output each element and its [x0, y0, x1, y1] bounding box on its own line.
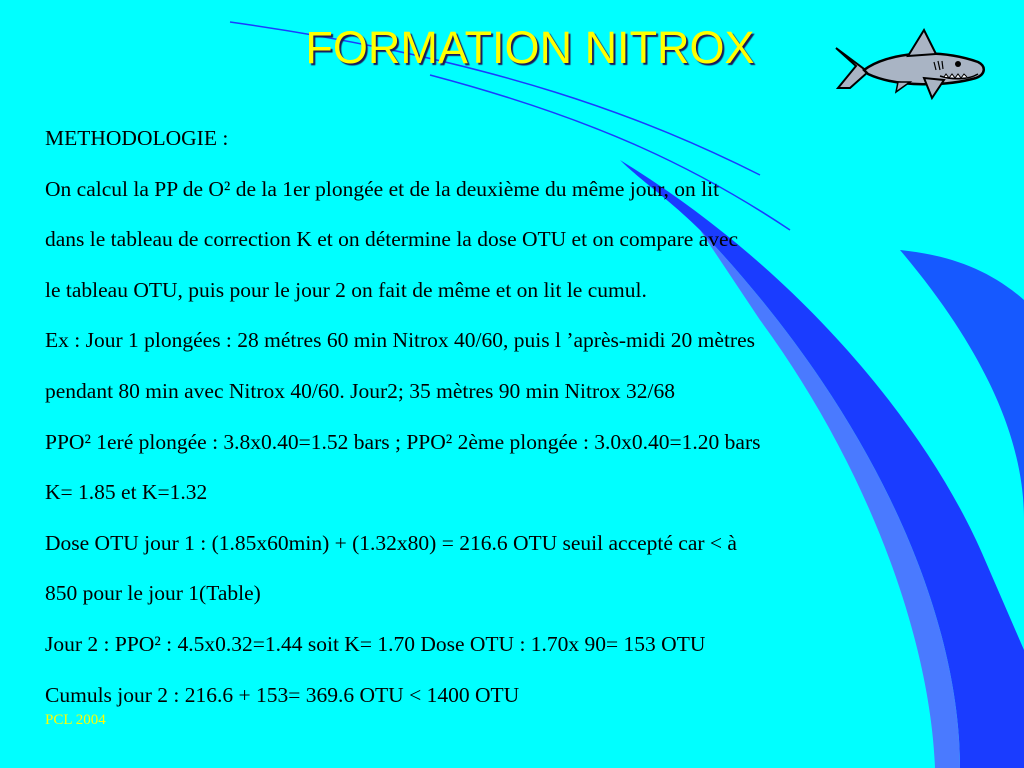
slide-title: FORMATION NITROX [305, 22, 755, 73]
body-line: Cumuls jour 2 : 216.6 + 153= 369.6 OTU < 1400 OTU [45, 682, 520, 707]
body-line: Jour 2 : PPO² : 4.5x0.32=1.44 soit K= 1.70 Dose OTU : 1.70x 90= 153 OTU [45, 631, 706, 656]
body-line: le tableau OTU, puis pour le jour 2 on fait de même et on lit le cumul. [45, 277, 647, 302]
slide-body [45, 118, 1015, 725]
body-line: pendant 80 min avec Nitrox 40/60. Jour2; 35 mètres 90 min Nitrox 32/68 [45, 378, 675, 403]
body-line: Dose OTU jour 1 : (1.85x60min) + (1.32x80) = 216.6 OTU seuil accepté car < à [45, 530, 737, 555]
body-line: On calcul la PP de O² de la 1er plongée et de la deuxième du même jour, on lit [45, 176, 720, 201]
body-line: PPO² 1eré plongée : 3.8x0.40=1.52 bars ; PPO² 2ème plongée : 3.0x0.40=1.20 bars [45, 429, 761, 454]
body-line: METHODOLOGIE : [45, 126, 229, 150]
shark-icon [828, 26, 988, 110]
body-line: Ex : Jour 1 plongées : 28 métres 60 min Nitrox 40/60, puis l ’après-midi 20 mètres [45, 328, 755, 353]
body-line: dans le tableau de correction K et on détermine la dose OTU et on compare avec [45, 227, 739, 252]
footer-credit: PCL 2004 [45, 712, 106, 728]
body-line: K= 1.85 et K=1.32 [45, 480, 208, 505]
body-line: 850 pour le jour 1(Table) [45, 581, 261, 606]
